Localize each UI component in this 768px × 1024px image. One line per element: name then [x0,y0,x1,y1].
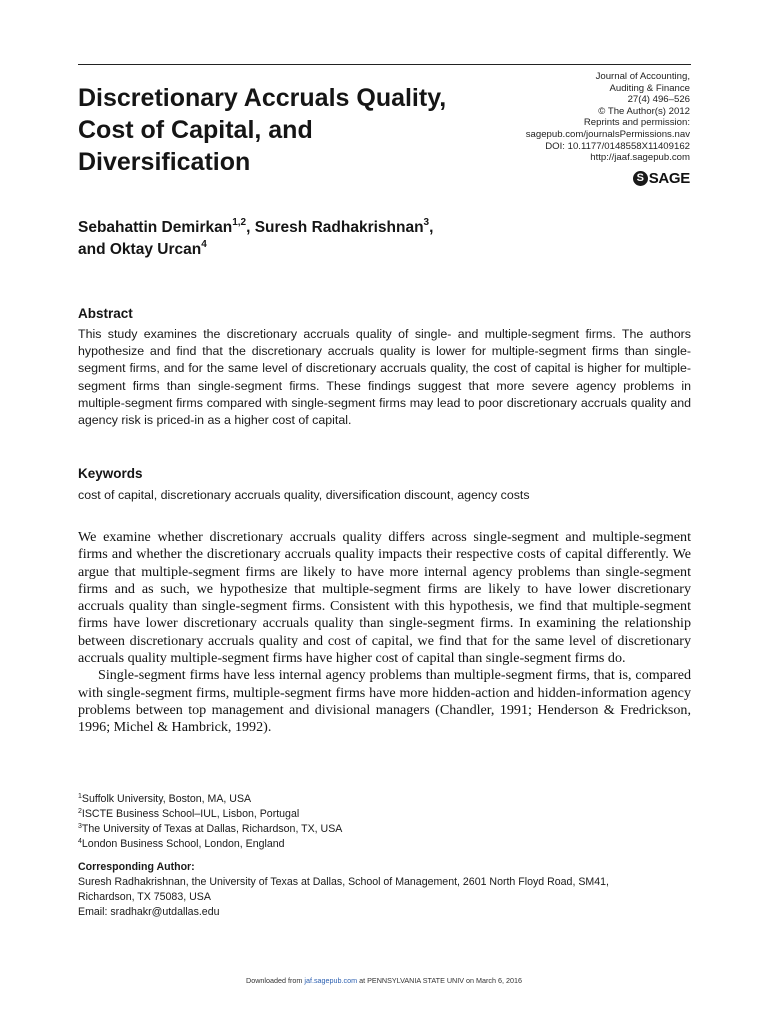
author-list [78,217,691,261]
affiliation-text: Suffolk University, Boston, MA, USA [81,793,252,805]
affiliation-num: 3 [78,823,82,830]
affiliation-num: 1 [78,793,82,800]
download-notice [0,976,768,985]
author-affil: 4 [201,239,207,250]
affiliation-item [78,792,691,807]
affiliation-num: 2 [78,808,82,815]
author-affil: 1,2 [232,217,247,228]
journal-line[interactable]: http://jaaf.sagepub.com [590,152,690,164]
journal-info [430,71,690,164]
author-name: Suresh Radhakrishnan [254,219,424,236]
journal-line: Auditing & Finance [609,82,690,94]
journal-line: Journal of Accounting, [595,71,690,82]
title-line-3: Diversification [78,148,251,176]
author-name: and Oktay Urcan [78,241,202,258]
sage-logo [633,170,690,187]
download-suffix: at PENNSYLVANIA STATE UNIV on March 6, 2016 [357,976,522,985]
affiliation-footnotes [78,792,691,852]
corresponding-label: Corresponding Author: [78,861,195,873]
journal-line: 27(4) 496–526 [627,94,690,106]
journal-line: DOI: 10.1177/0148558X11409162 [545,140,690,152]
download-prefix: Downloaded from [246,976,305,985]
affiliation-num: 4 [78,838,82,845]
affiliation-text: London Business School, London, England [81,838,285,850]
author-sep: , [429,219,434,236]
corresponding-address-2: Richardson, TX 75083, USA [78,891,211,903]
author-line-1 [78,217,691,239]
sage-mark-icon: S [633,171,648,186]
abstract-heading: Abstract [78,306,133,321]
body-paragraph: We examine whether discretionary accruals quality differs across single-segment and multiple-segment firms and whether the discretionary accruals quality impacts their respective costs of capital differently. We argue that multiple-segment firms are likely to have more internal agency problems than single-segment firms and as such, we hypothesize that multiple-segment firms are likely to have lower discretionary accruals quality than single-segment firms. Consistent with this hypothesis, we find that multiple-segment firms have lower discretionary accruals quality than single-segment firms. In examining the relationship between discretionary accruals quality and cost of capital, we find that for the same level of discretionary accruals quality multiple-segment firms have higher cost of capital than single-segment firms do. [78,529,691,667]
journal-line[interactable]: sagepub.com/journalsPermissions.nav [525,128,690,140]
affiliation-item [78,807,691,822]
corresponding-author [78,860,691,920]
author-name: Sebahattin Demirkan [78,219,233,236]
keywords-text: cost of capital, discretionary accruals quality, diversification discount, agency costs [78,488,530,502]
author-affil: 3 [423,217,430,228]
download-link[interactable]: jaf.sagepub.com [304,976,358,985]
author-line-2 [78,239,691,261]
keywords-heading: Keywords [78,466,143,481]
title-line-1: Discretionary Accruals Quality, [78,84,447,112]
author-sep: , [246,219,255,236]
abstract-text: This study examines the discretionary accruals quality of single- and multiple-segment firms. The authors hypothesize and find that the discretionary accruals quality is lower for multiple-segment firms than single-segment firms, and for the same level of discretionary accruals quality, the cost of capital is higher for multiple-segment firms than single-segment firms. These findings suggest that more severe agency problems in multiple-segment firms compared with single-segment firms may lead to poor discretionary accruals quality and agency risk is priced-in as a higher cost of capital. [78,327,691,428]
journal-line: © The Author(s) 2012 [598,105,690,117]
affiliation-text: ISCTE Business School–IUL, Lisbon, Portugal [81,808,300,820]
sage-wordmark: SAGE [648,170,690,187]
title-line-2: Cost of Capital, and [78,116,313,144]
affiliation-item [78,822,691,837]
body-text [78,529,691,737]
affiliation-text: The University of Texas at Dallas, Richardson, TX, USA [81,823,343,835]
journal-line: Reprints and permission: [583,117,690,129]
body-paragraph: Single-segment firms have less internal agency problems than multiple-segment firms, that is, compared with single-segment firms, multiple-segment firms have more hidden-action and hidden-information agency problems between top management and divisional managers (Chandler, 1991; Henderson & Fredrickson, 1996; Michel & Hambrick, 1992). [78,667,691,736]
affiliation-item [78,837,691,852]
corresponding-email[interactable]: Email: sradhakr@utdallas.edu [78,906,220,918]
corresponding-address-1: Suresh Radhakrishnan, the University of Texas at Dallas, School of Management, 2601 North Floyd Road, SM41, [78,876,609,888]
header-rule [78,64,691,65]
